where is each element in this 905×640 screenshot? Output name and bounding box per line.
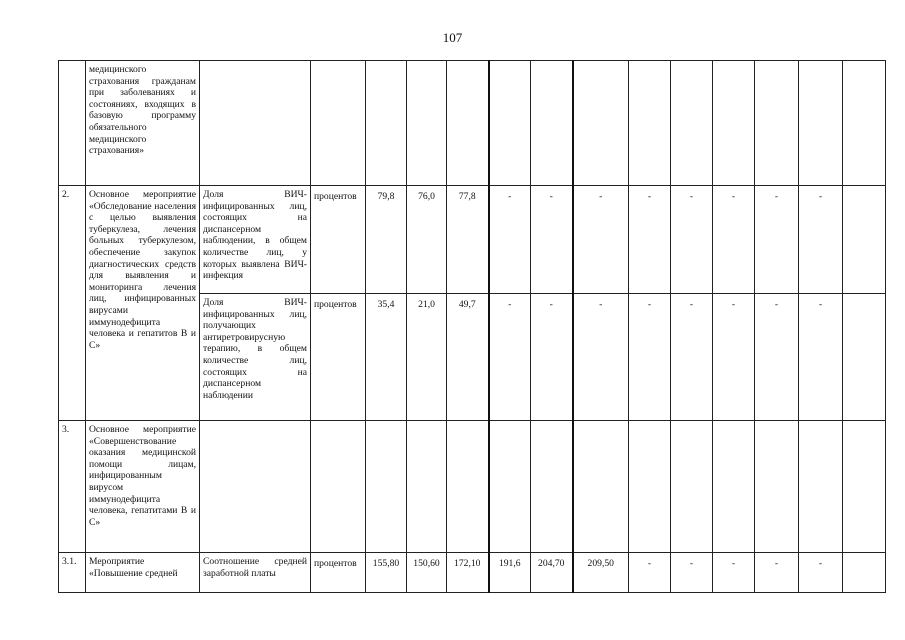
value-cell: -: [531, 294, 573, 421]
row-number-cell: [59, 61, 86, 186]
value-cell: -: [799, 294, 843, 421]
value-cell: [799, 421, 843, 553]
unit-cell: [311, 61, 366, 186]
indicator-cell: Доля ВИЧ-инфицированных лиц, состоящих на диспансерном наблюдении, в общем количестве лиц, у которых выявлена ВИЧ-инфекция: [200, 186, 311, 294]
value-cell: 35,4: [366, 294, 407, 421]
indicator-cell: Соотношение средней заработной платы: [200, 553, 311, 593]
indicators-table: [58, 60, 886, 593]
value-cell: 191,6: [489, 553, 531, 593]
table-row: [59, 186, 886, 294]
unit-cell: [311, 421, 366, 553]
value-cell: -: [489, 186, 531, 294]
value-cell: -: [713, 186, 755, 294]
value-cell: -: [573, 294, 629, 421]
value-cell: -: [713, 294, 755, 421]
row-number-cell: 3.: [59, 421, 86, 553]
value-cell: [799, 61, 843, 186]
value-cell: [755, 61, 799, 186]
value-cell: [531, 421, 573, 553]
value-cell: -: [489, 294, 531, 421]
value-cell: [407, 61, 447, 186]
unit-cell: процентов: [311, 553, 366, 593]
value-cell: [843, 553, 886, 593]
value-cell: -: [629, 553, 671, 593]
value-cell: -: [629, 186, 671, 294]
value-cell: 150,60: [407, 553, 447, 593]
value-cell: [366, 61, 407, 186]
table-row: [59, 61, 886, 186]
unit-cell: процентов: [311, 294, 366, 421]
value-cell: [629, 421, 671, 553]
value-cell: -: [671, 553, 713, 593]
unit-cell: процентов: [311, 186, 366, 294]
indicator-cell: Доля ВИЧ-инфицированных лиц, получающих антиретровирусную терапию, в общем количестве лиц, состоящих на диспансерном наблюдении: [200, 294, 311, 421]
value-cell: [407, 421, 447, 553]
value-cell: [366, 421, 407, 553]
value-cell: -: [671, 186, 713, 294]
value-cell: [671, 421, 713, 553]
value-cell: 209,50: [573, 553, 629, 593]
indicator-cell: [200, 61, 311, 186]
indicator-cell: [200, 421, 311, 553]
value-cell: -: [671, 294, 713, 421]
value-cell: [843, 61, 886, 186]
value-cell: -: [799, 553, 843, 593]
value-cell: -: [531, 186, 573, 294]
value-cell: [489, 421, 531, 553]
value-cell: -: [755, 294, 799, 421]
activity-cell: Основное мероприятие «Обследование населения с целью выявления туберкулеза, лечения больных туберкулезом, обеспечение закупок диагностических средств для выявления и мониторинга лечения лиц, инфицированных вирусами иммунодефицита человека и гепатитов В и С»: [86, 186, 200, 421]
value-cell: [843, 294, 886, 421]
table-row: [59, 421, 886, 553]
activity-cell: Основное мероприятие «Совершенствование оказания медицинской помощи лицам, инфицированным вирусом иммунодефицита человека, гепатитами В и С»: [86, 421, 200, 553]
row-number-cell: 2.: [59, 186, 86, 421]
value-cell: [573, 421, 629, 553]
value-cell: 49,7: [447, 294, 489, 421]
value-cell: -: [573, 186, 629, 294]
value-cell: [531, 61, 573, 186]
value-cell: -: [629, 294, 671, 421]
value-cell: [843, 186, 886, 294]
value-cell: -: [799, 186, 843, 294]
value-cell: -: [755, 553, 799, 593]
value-cell: 21,0: [407, 294, 447, 421]
row-number-cell: 3.1.: [59, 553, 86, 593]
value-cell: [843, 421, 886, 553]
value-cell: [447, 421, 489, 553]
value-cell: [671, 61, 713, 186]
value-cell: [573, 61, 629, 186]
value-cell: [489, 61, 531, 186]
activity-cell: медицинского страхования гражданам при заболеваниях и состояниях, входящих в базовую программу обязательного медицинского страхования»: [86, 61, 200, 186]
value-cell: 204,70: [531, 553, 573, 593]
page-number: 107: [442, 30, 463, 45]
value-cell: [629, 61, 671, 186]
value-cell: [713, 61, 755, 186]
value-cell: 79,8: [366, 186, 407, 294]
value-cell: 76,0: [407, 186, 447, 294]
table-row: [59, 553, 886, 593]
value-cell: -: [755, 186, 799, 294]
value-cell: 155,80: [366, 553, 407, 593]
value-cell: -: [713, 553, 755, 593]
value-cell: [447, 61, 489, 186]
value-cell: [713, 421, 755, 553]
value-cell: 77,8: [447, 186, 489, 294]
value-cell: [755, 421, 799, 553]
activity-cell: Мероприятие «Повышение средней: [86, 553, 200, 593]
value-cell: 172,10: [447, 553, 489, 593]
